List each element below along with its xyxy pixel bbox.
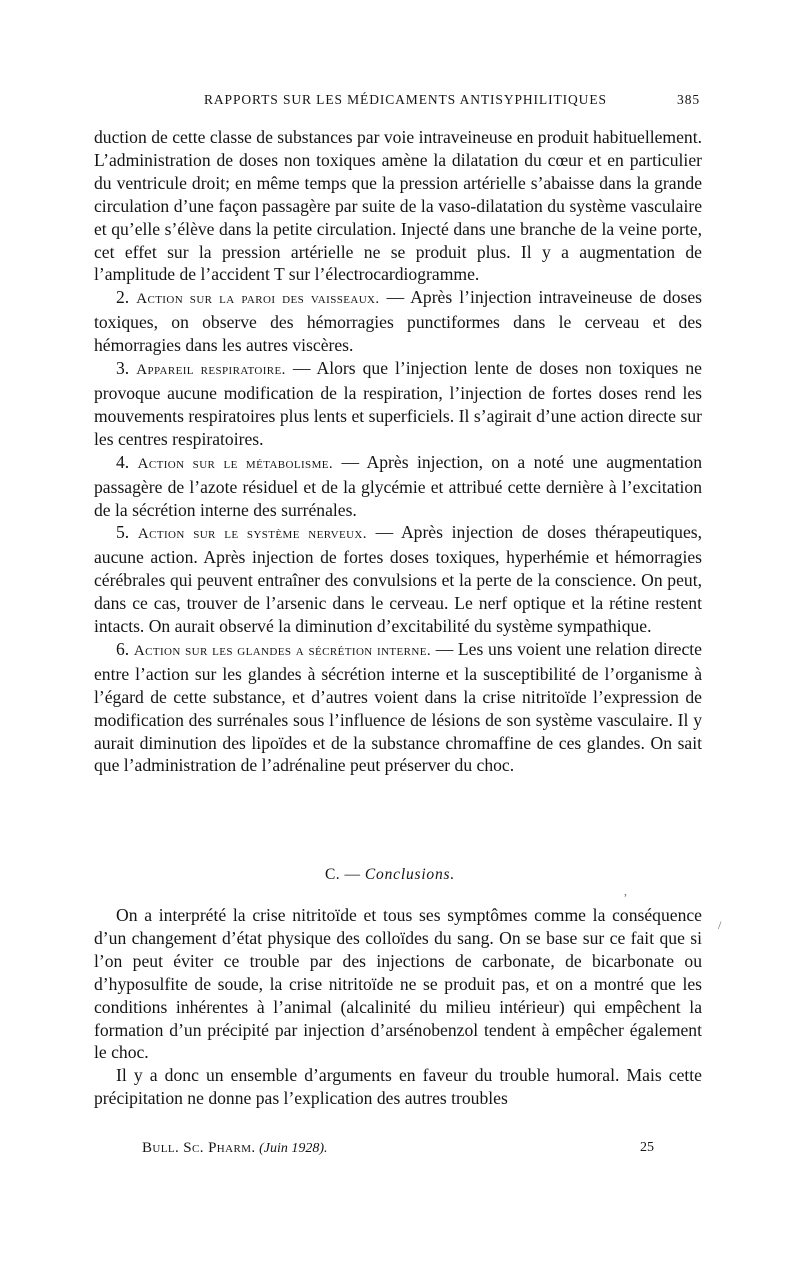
item-text: — Après l’injection intraveineuse de doses toxiques, on observe des hémorragies punctiformes dans le cerveau et des hémorragies dans les autres viscères. <box>94 287 703 356</box>
item-heading: Action sur la paroi des vaisseaux. <box>136 291 380 308</box>
margin-mark: / <box>718 918 722 932</box>
section-prefix: C. — <box>324 866 361 883</box>
issue-date: (Juin 1928). <box>259 1141 328 1156</box>
item-heading: Action sur le métabolisme. <box>137 455 334 472</box>
item-number: 2. <box>116 287 130 308</box>
item-text: — Alors que l’injection lente de doses non toxiques ne provoque aucune modification de la respiration, l’injection de fortes doses rend les mouvements respiratoires plus lents et superficiels. Il s’agirait d’une action directe sur les centres respiratoires. <box>94 358 702 449</box>
section-heading <box>0 866 780 884</box>
page-footer <box>142 1140 654 1162</box>
footer-citation <box>142 1140 328 1157</box>
running-header <box>92 92 700 114</box>
item-number: 5. <box>116 522 130 543</box>
item-heading: Appareil respiratoire. <box>136 362 286 379</box>
item-text: — Après injection de doses thérapeutiques, aucune action. Après injection de fortes doses toxiques, hyperhémie et hémorragies cérébrales qui peuvent entraîner des convulsions et la perte de la conscience. On peut, dans ce cas, trouver de l’arsenic dans le cerveau. Le nerf optique et la rétine restent intacts. On aurait observé la diminution d’excitabilité du système sympathique. <box>94 522 702 637</box>
paragraph-respiratory <box>94 357 702 451</box>
conclusions-text <box>94 904 702 1110</box>
item-heading: Action sur le système nerveux. <box>137 526 367 543</box>
item-text: — Les uns voient une relation directe entre l’action sur les glandes à sécrétion interne et la susceptibilité de l’organisme à l’égard de cette substance, et d’autres voient dans la crise nitritoïde l’expression de modification des surrénales sous l’influence de lésions de son système vasculaire. Il y aurait diminution des lipoïdes et de la substance chromaffine de ces glandes. On sait que l’administration de l’adrénaline peut préserver du choc. <box>94 638 702 776</box>
main-text <box>94 126 702 777</box>
signature-mark: 25 <box>640 1140 654 1155</box>
conclusion-paragraph: On a interprété la crise nitritoïde et tous ses symptômes comme la conséquence d’un changement d’état physique des colloïdes du sang. On se base sur ce fait que si l’on peut éviter ce trouble par des injections de carbonate, de bicarbonate ou d’hyposulfite de soude, la crise nitritoïde ne se produit pas, et on a montré que les conditions inhérentes à l’animal (alcalinité du milieu intérieur) qui empêchent la formation d’un précipité par injection d’arsénobenzol tendent à empêcher également le choc. <box>94 905 702 1063</box>
item-text: — Après injection, on a noté une augmentation passagère de l’azote résiduel et de la glycémie et attribué cette dernière à l’excitation de la sécrétion interne des surrénales. <box>94 451 703 520</box>
paragraph-vessels <box>94 286 702 357</box>
conclusion-paragraph: Il y a donc un ensemble d’arguments en faveur du trouble humoral. Mais cette précipitation ne donne pas l’explication des autres troubles <box>94 1065 702 1109</box>
margin-mark: , <box>624 884 627 898</box>
paragraph-nervous-system <box>94 521 702 638</box>
paragraph-continuation: duction de cette classe de substances par voie intraveineuse en produit habituellement. L’administration de doses non toxiques amène la dilatation du cœur et en particulier du ventricule droit; en même temps que la pression artérielle s’abaisse dans la grande circulation d’une façon passagère par suite de la vaso-dilatation du système vasculaire et qu’elle s’élève dans la petite circulation. Injecté dans une branche de la veine porte, cet effet sur la pression artérielle ne se produit plus. Il y a augmentation de l’amplitude de l’accident T sur l’électrocardiogramme. <box>94 127 702 285</box>
paragraph-glands <box>94 638 702 777</box>
running-title: RAPPORTS SUR LES MÉDICAMENTS ANTISYPHILITIQUES <box>204 92 607 107</box>
item-number: 6. <box>116 638 130 659</box>
item-heading: Action sur les glandes a sécrétion interne. <box>133 642 432 659</box>
journal-abbrev: Bull. Sc. Pharm. <box>142 1140 256 1156</box>
page-number: 385 <box>677 92 700 107</box>
section-title: Conclusions. <box>364 866 456 883</box>
paragraph-metabolism <box>94 451 702 522</box>
item-number: 4. <box>116 451 130 472</box>
item-number: 3. <box>116 358 130 379</box>
